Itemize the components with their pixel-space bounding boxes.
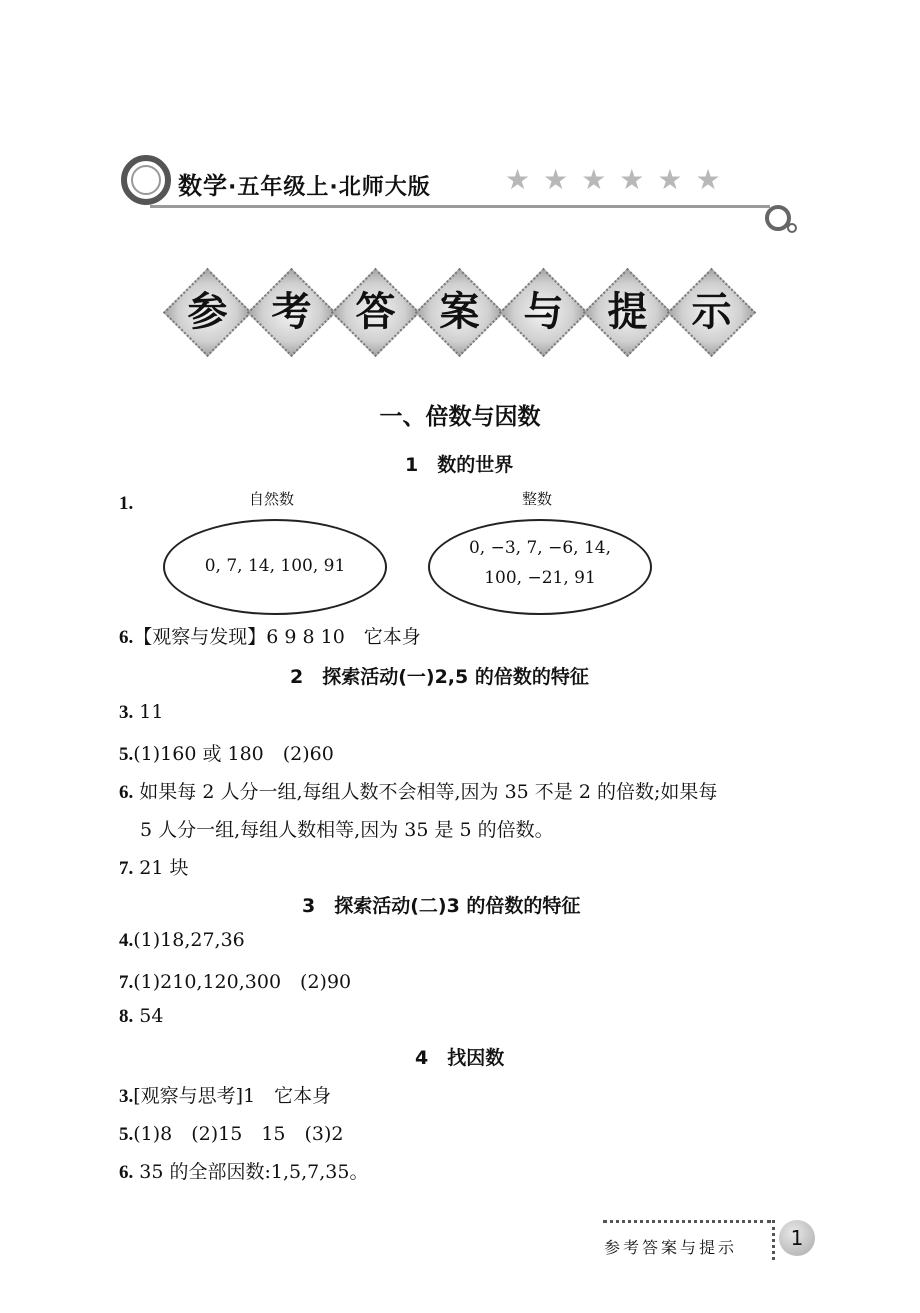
rating-stars: ★★★★★★: [505, 163, 734, 196]
question-number: 1.: [119, 493, 134, 514]
answer-line: 6.【观察与发现】6 9 8 10 它本身: [119, 626, 421, 648]
footer-separator: [772, 1220, 775, 1260]
natural-numbers-values: 0, 7, 14, 100, 91: [204, 556, 346, 576]
footer-label: 参考答案与提示: [604, 1238, 738, 1257]
answer-banner: [160, 265, 760, 360]
banner-diamond: [664, 265, 759, 360]
answer-line: 3. 11: [119, 701, 164, 723]
banner-char: 答: [355, 289, 396, 335]
natural-numbers-label: 自然数: [249, 490, 295, 508]
banner-char: 提: [607, 289, 648, 335]
banner-diamond: [328, 265, 423, 360]
banner-char: 与: [523, 289, 564, 335]
banner-char: 示: [691, 289, 732, 335]
header-ring-icon: [118, 152, 174, 208]
banner-diamond: [580, 265, 675, 360]
answer-line: 8. 54: [119, 1005, 164, 1027]
banner-char: 案: [439, 289, 480, 335]
book-subject: 数学: [178, 172, 228, 200]
integers-values-line1: 0, −3, 7, −6, 14,: [468, 538, 612, 558]
answer-line: 7.(1)210,120,300 (2)90: [119, 971, 352, 993]
footer-rule: [603, 1220, 771, 1223]
banner-diamond: [496, 265, 591, 360]
header-rule: [150, 205, 770, 208]
answer-line: 4.(1)18,27,36: [119, 929, 245, 951]
banner-diamond: [412, 265, 507, 360]
banner-char: 参: [187, 289, 228, 335]
chapter-title: 一、倍数与因数: [379, 404, 541, 430]
answer-line: 6. 35 的全部因数:1,5,7,35。: [119, 1161, 369, 1183]
banner-diamond: [160, 265, 255, 360]
book-title: [178, 166, 431, 201]
section-title-2: 2 探索活动(一)2,5 的倍数的特征: [290, 666, 589, 688]
section-title-3: 3 探索活动(二)3 的倍数的特征: [302, 895, 581, 917]
answer-line: 6. 如果每 2 人分一组,每组人数不会相等,因为 35 不是 2 的倍数;如果每: [119, 781, 718, 803]
answer-line: 5.(1)160 或 180 (2)60: [119, 743, 334, 765]
answer-line-continued: 5 人分一组,每组人数相等,因为 35 是 5 的倍数。: [140, 819, 554, 841]
integers-values-line2: 100, −21, 91: [484, 568, 596, 588]
section-title-4: 4 找因数: [415, 1047, 505, 1069]
page-number: 1: [779, 1220, 815, 1256]
banner-diamond: [244, 265, 339, 360]
section-title-1: 1 数的世界: [405, 454, 514, 476]
banner-char: 考: [271, 289, 312, 335]
book-grade-edition: ·五年级上·北师大版: [228, 175, 431, 200]
answer-line: 7. 21 块: [119, 857, 189, 879]
integers-label: 整数: [522, 490, 553, 508]
header-end-ring-icon: [762, 200, 798, 236]
answer-line: 3.[观察与思考]1 它本身: [119, 1085, 332, 1107]
answer-line: 5.(1)8 (2)15 15 (3)2: [119, 1123, 344, 1145]
